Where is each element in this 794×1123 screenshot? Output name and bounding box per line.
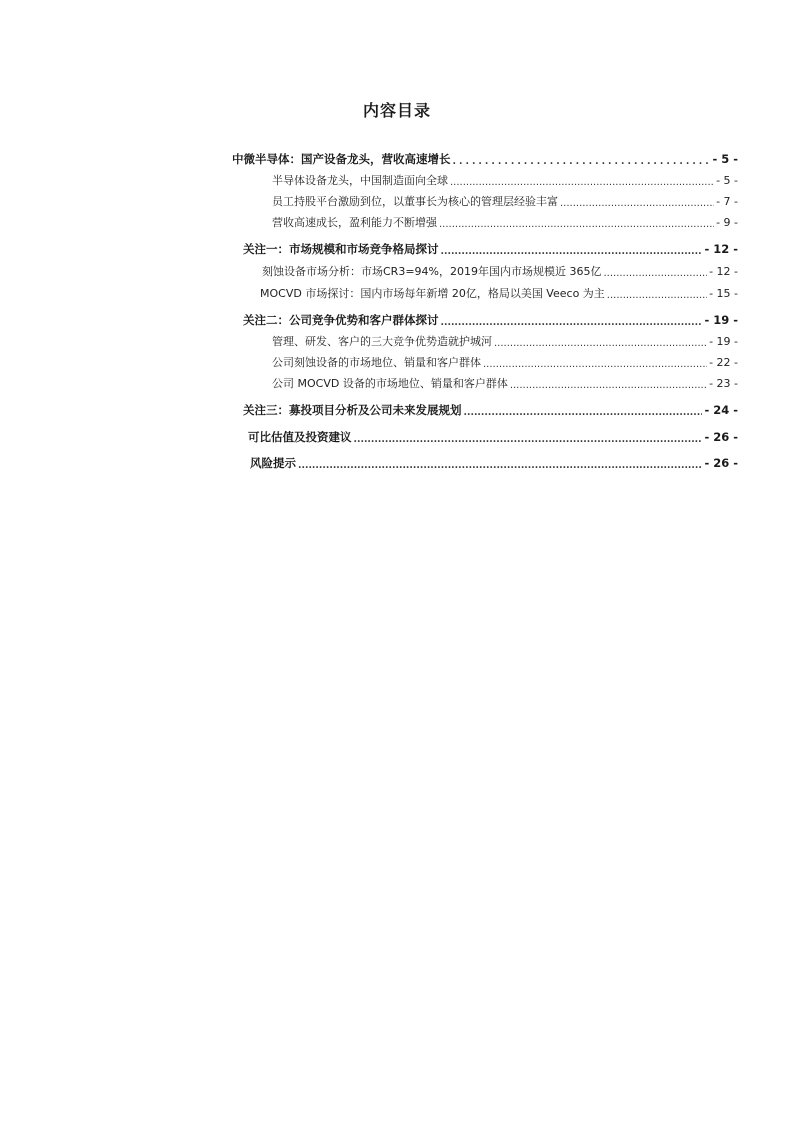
toc-entry-label: 风险提示 bbox=[250, 456, 296, 470]
toc-entry[interactable] bbox=[272, 215, 738, 231]
toc-entry[interactable] bbox=[232, 151, 738, 167]
toc-entry-label: MOCVD 市场探讨：国内市场每年新增 20亿，格局以美国 Veeco 为主 bbox=[260, 287, 605, 300]
toc-dot-leader bbox=[298, 460, 702, 472]
toc-entry[interactable] bbox=[272, 355, 738, 371]
toc-entry-label: 可比估值及投资建议 bbox=[248, 430, 352, 444]
toc-entry[interactable] bbox=[260, 286, 738, 302]
toc-entry-label: 管理、研发、客户的三大竞争优势造就护城河 bbox=[272, 335, 492, 348]
toc-entry-page: - 24 - bbox=[704, 403, 738, 417]
toc-title: 内容目录 bbox=[362, 101, 431, 120]
toc-entry-page: - 22 - bbox=[709, 356, 738, 369]
toc-entry-page: - 5 - bbox=[712, 152, 738, 166]
toc-entry-page: - 12 - bbox=[709, 265, 738, 278]
toc-entry[interactable] bbox=[272, 376, 738, 392]
toc-dot-leader bbox=[483, 359, 707, 371]
toc-dot-leader bbox=[510, 380, 707, 392]
toc-entry-label: 关注一：市场规模和市场竞争格局探讨 bbox=[243, 242, 439, 256]
toc-entry-label: 半导体设备龙头，中国制造面向全球 bbox=[272, 174, 448, 187]
toc-entry-page: - 15 - bbox=[709, 287, 738, 300]
toc-dot-leader bbox=[607, 290, 707, 302]
toc-entry-page: - 23 - bbox=[709, 377, 738, 390]
toc-entry-label: 中微半导体：国产设备龙头，营收高速增长 bbox=[232, 152, 451, 166]
toc-entry-label: 刻蚀设备市场分析：市场CR3=94%，2019年国内市场规模近 365亿 bbox=[262, 265, 602, 278]
toc-entry-page: - 9 - bbox=[716, 216, 738, 229]
toc-entry-page: - 26 - bbox=[704, 430, 738, 444]
toc-entry-page: - 7 - bbox=[716, 195, 738, 208]
toc-entry[interactable] bbox=[272, 173, 738, 189]
toc-dot-leader bbox=[439, 219, 714, 231]
toc-entry[interactable] bbox=[272, 194, 738, 210]
toc-entry-page: - 26 - bbox=[704, 456, 738, 470]
toc-entry-label: 营收高速成长，盈利能力不断增强 bbox=[272, 216, 437, 229]
toc-entry[interactable] bbox=[243, 312, 738, 328]
toc-dot-leader bbox=[441, 246, 703, 258]
toc-entry[interactable] bbox=[243, 241, 738, 257]
toc-dot-leader bbox=[603, 268, 707, 280]
toc-dot-leader bbox=[494, 338, 707, 350]
toc-dot-leader bbox=[450, 177, 714, 189]
toc-entry-label: 关注三：募投项目分析及公司未来发展规划 bbox=[243, 403, 462, 417]
toc-entry-label: 关注二：公司竞争优势和客户群体探讨 bbox=[243, 313, 439, 327]
toc-entry[interactable] bbox=[248, 429, 738, 445]
toc-dot-leader bbox=[441, 317, 703, 329]
toc-entry[interactable] bbox=[272, 334, 738, 350]
toc-entry-page: - 5 - bbox=[716, 174, 738, 187]
toc-entry-label: 公司 MOCVD 设备的市场地位、销量和客户群体 bbox=[272, 377, 508, 390]
toc-dot-leader bbox=[464, 407, 703, 419]
toc-entry-label: 员工持股平台激励到位，以董事长为核心的管理层经验丰富 bbox=[272, 195, 558, 208]
toc-entry-page: - 19 - bbox=[704, 313, 738, 327]
toc-entry[interactable] bbox=[250, 455, 738, 471]
toc-entry-page: - 12 - bbox=[704, 242, 738, 256]
toc-dot-leader bbox=[453, 156, 711, 168]
toc-entry-page: - 19 - bbox=[709, 335, 738, 348]
toc-dot-leader bbox=[354, 434, 703, 446]
toc-dot-leader bbox=[560, 198, 714, 210]
toc-entry[interactable] bbox=[243, 402, 738, 418]
toc-entry-label: 公司刻蚀设备的市场地位、销量和客户群体 bbox=[272, 356, 481, 369]
toc-entry[interactable] bbox=[262, 264, 738, 280]
